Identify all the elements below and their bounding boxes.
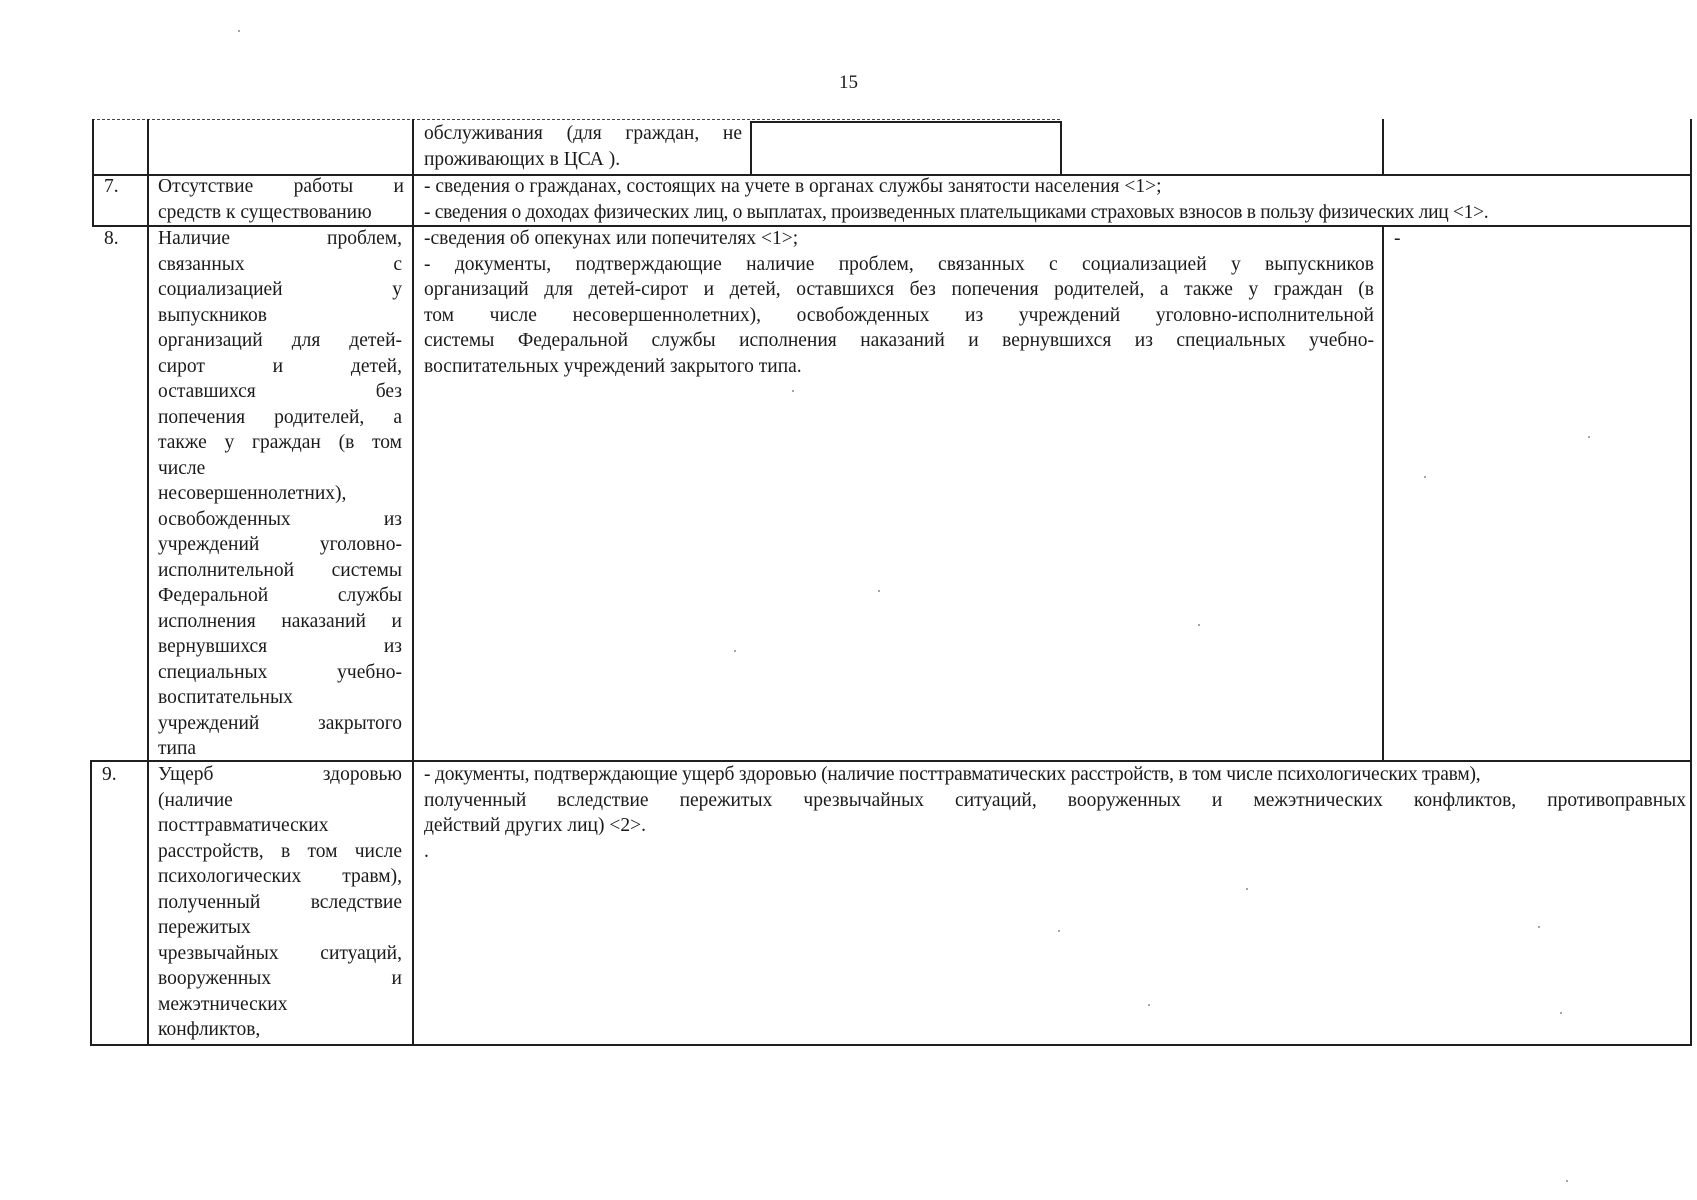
row-9-doc-line: полученный вследствие пережитых чрезвычайных ситуаций, вооруженных и межэтнических конфликтов, противоправных — [424, 789, 1686, 811]
row-9-name-line: чрезвычайных ситуаций, — [158, 942, 402, 964]
row-7-documents — [424, 174, 1686, 225]
row-8-name-line: социализацией у — [158, 279, 402, 300]
row-8-documents — [424, 226, 1374, 379]
scan-speck — [1148, 1004, 1150, 1006]
col-divider-2 — [412, 119, 414, 1046]
table-bottom-border — [90, 1044, 1690, 1046]
inner-box-left — [750, 121, 752, 176]
cont-row-documents — [424, 121, 742, 172]
row-8-doc-line: системы Федеральной службы исполнения наказаний и вернувшихся из специальных учебно- — [424, 330, 1374, 351]
row-8-name-line: Наличие проблем, — [158, 228, 402, 249]
page-number: 15 — [839, 72, 858, 93]
row-8-name-line: вернувшихся из — [158, 636, 402, 657]
row-9-name-line: расстройств, в том числе — [158, 840, 402, 862]
scan-speck — [878, 590, 880, 592]
row-7-number: 7. — [104, 176, 119, 197]
row-9-name-line: пережитых — [158, 917, 251, 938]
row-9-name-line: межэтнических — [158, 993, 288, 1015]
row-9-doc-line: . — [424, 840, 429, 862]
row-9-doc-line: - документы, подтверждающие ущерб здоровью (наличие посттравматических расстройств, в том числе психологических травм), — [424, 764, 1481, 785]
table-left-border-top — [92, 119, 94, 227]
table-left-border-bottom — [90, 760, 92, 1046]
inner-box-right — [1060, 121, 1062, 176]
scan-speck — [238, 30, 240, 32]
table-top-border — [92, 119, 1060, 120]
col-divider-1 — [147, 119, 149, 1046]
row-7-name — [158, 174, 404, 225]
row-8-doc-line: том числе несовершеннолетних), освобожденных из учреждений уголовно-исполнительной — [424, 304, 1374, 326]
row-8-name-line: освобожденных из — [158, 508, 402, 530]
row-8-name-line: Федеральной службы — [158, 585, 402, 606]
row-8-name-line: выпускников — [158, 304, 267, 326]
row-9-name-line: вооруженных и — [158, 968, 402, 989]
col-divider-3-row8 — [1382, 225, 1384, 762]
row-9-name-line: полученный вследствие — [158, 891, 402, 913]
row-7-name-line: Отсутствие работы и — [158, 176, 404, 197]
row-9-name-line: Ущерб здоровью — [158, 764, 402, 785]
row-8-number: 8. — [104, 228, 119, 249]
row-8-doc-line: -сведения об опекунах или попечителях <1>; — [424, 228, 799, 249]
row-7-doc-line: - сведения о гражданах, состоящих на учете в органах службы занятости населения <1>; — [424, 176, 1162, 197]
row-8-name-line: исполнительной системы — [158, 559, 402, 581]
row-8-name-line: организаций для детей- — [158, 330, 402, 351]
row-9-name-line: посттравматических — [158, 815, 329, 836]
row-9-documents — [424, 762, 1686, 864]
row-8-name-line: исполнения наказаний и — [158, 610, 402, 632]
row-9-name — [158, 762, 402, 1043]
row-8-name-line: типа — [158, 738, 197, 759]
row-9-name-line: конфликтов, — [158, 1019, 261, 1040]
row-9-name-line: (наличие — [158, 789, 233, 811]
row-9-number: 9. — [102, 764, 117, 785]
row-8-name-line: учреждений уголовно- — [158, 534, 402, 555]
row-8-name-line: учреждений закрытого — [158, 712, 402, 734]
row-8-name-line: оставшихся без — [158, 381, 402, 402]
row-9-name-line: психологических травм), — [158, 866, 402, 887]
scan-speck — [1560, 1012, 1562, 1014]
row-8-name-line: также у граждан (в том — [158, 432, 402, 453]
row-8-name-line: числе — [158, 457, 206, 479]
table-right-border — [1690, 119, 1692, 1046]
inner-box-top — [750, 121, 1060, 123]
col-divider-3-cont — [1382, 119, 1384, 175]
row-8-name-line: связанных с — [158, 253, 402, 275]
row-8-doc-line: организаций для детей-сирот и детей, оставшихся без попечения родителей, а также у граждан (в — [424, 279, 1374, 300]
scan-speck — [734, 650, 736, 652]
row-8-name-line: попечения родителей, а — [158, 406, 402, 428]
scan-speck — [792, 390, 794, 392]
row-8-name-line: сирот и детей, — [158, 355, 402, 377]
scan-speck — [1058, 930, 1060, 932]
row-8-name-line: несовершеннолетних), — [158, 483, 347, 504]
row-9-doc-line: действий других лиц) <2>. — [424, 815, 646, 836]
scan-speck — [1566, 1180, 1568, 1182]
row-7-name-line: средств к существованию — [158, 201, 372, 223]
row-8-doc-line: воспитательных учреждений закрытого типа. — [424, 355, 802, 377]
scan-speck — [1538, 926, 1540, 928]
row-8-last-column: - — [1394, 228, 1401, 249]
row-8-name-line: воспитательных — [158, 687, 293, 708]
cont-doc-line: обслуживания (для граждан, не — [424, 123, 742, 144]
row-8-name-line: специальных учебно- — [158, 661, 402, 683]
scan-speck — [1246, 888, 1248, 890]
cont-doc-line: проживающих в ЦСА ). — [424, 148, 621, 170]
scan-speck — [1198, 624, 1200, 626]
row-8-name — [158, 226, 402, 762]
scan-speck — [1588, 436, 1590, 438]
scan-speck — [1424, 476, 1426, 478]
row-7-doc-line: - сведения о доходах физических лиц, о выплатах, произведенных плательщиками страховых взносов в пользу физических лиц <1>. — [424, 201, 1489, 223]
row-8-doc-line: - документы, подтверждающие наличие проблем, связанных с социализацией у выпускников — [424, 253, 1374, 275]
